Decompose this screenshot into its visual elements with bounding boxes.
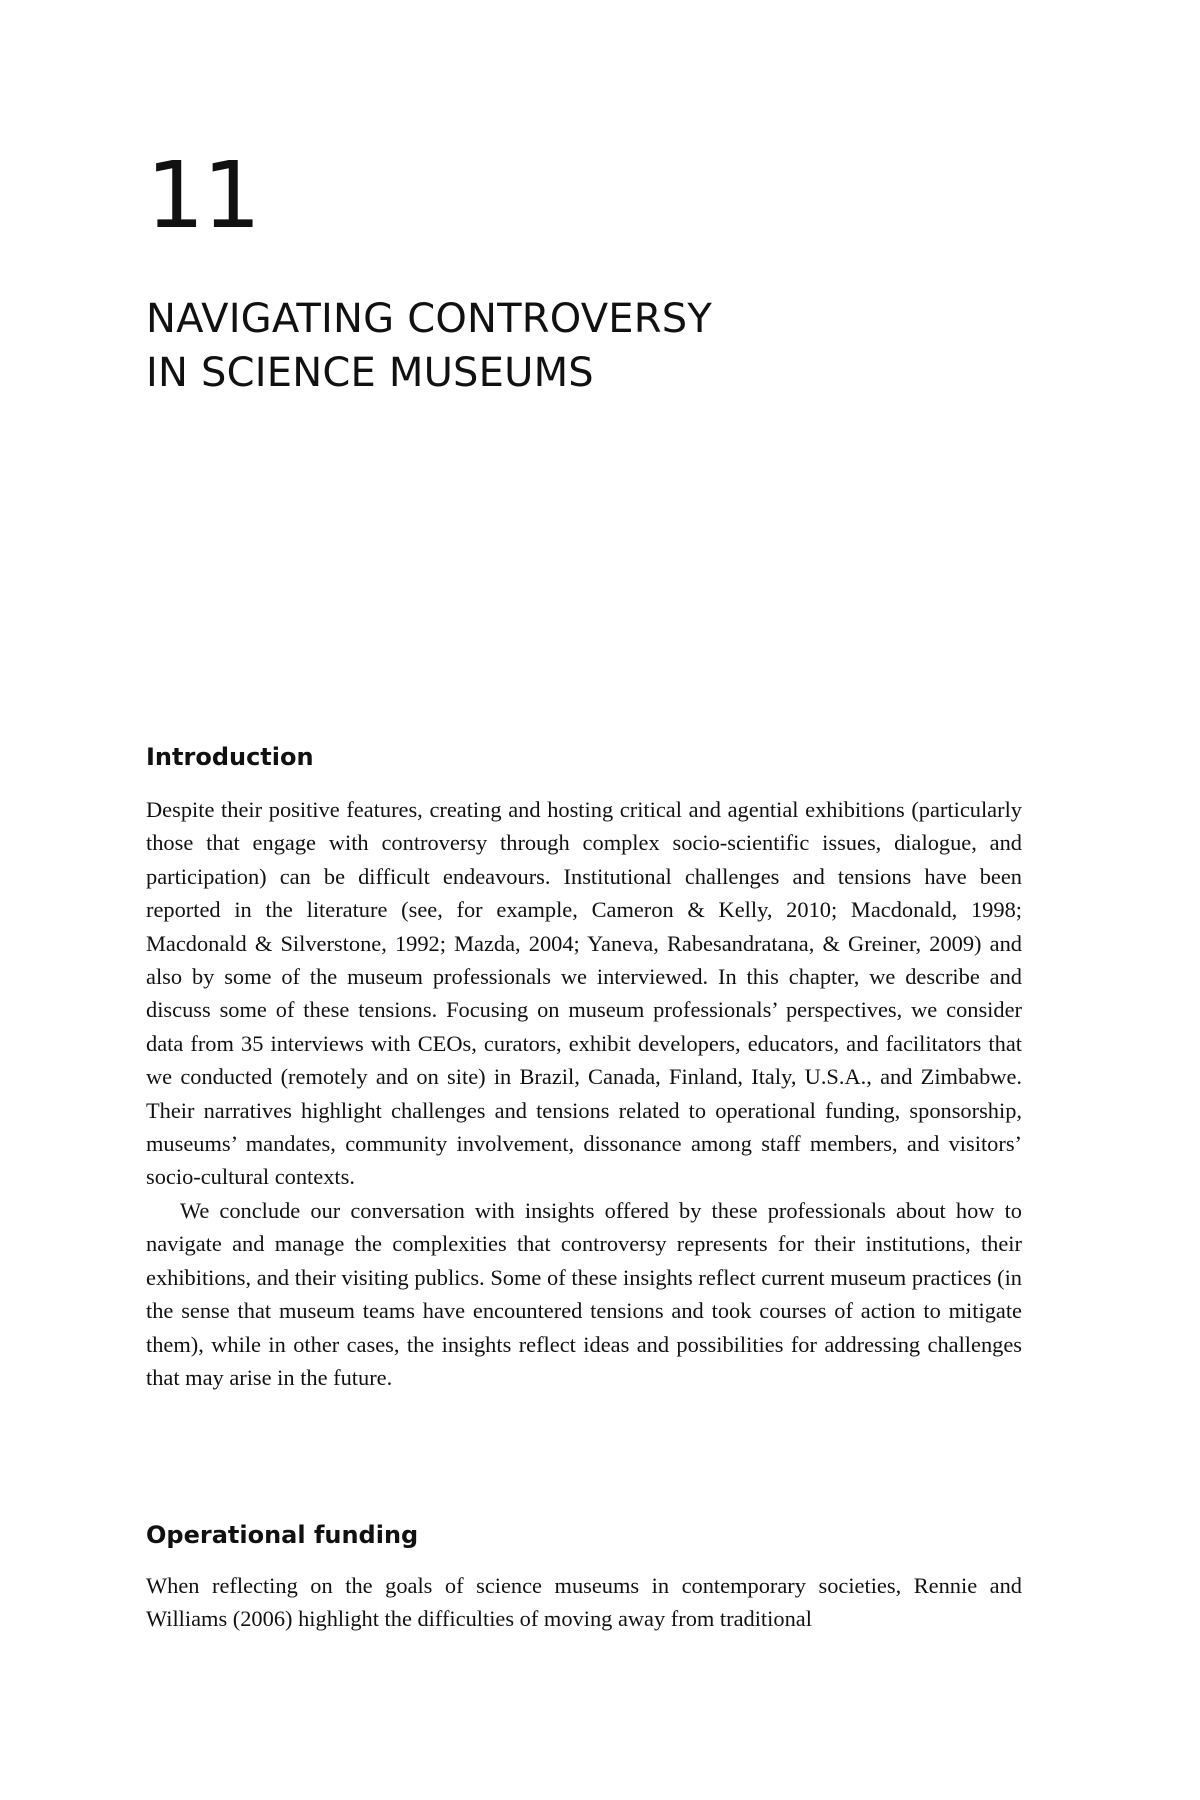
chapter-title [146, 292, 712, 400]
operational-funding-paragraph-1: When reflecting on the goals of science museums in contemporary societies, Rennie and Williams (2006) highlight the difficulties of moving away from traditional [146, 1573, 1022, 1632]
chapter-title-line-1: NAVIGATING CONTROVERSY [146, 296, 713, 342]
introduction-paragraph-1: Despite their positive features, creating and hosting critical and agential exhibitions (particularly those that engage with controversy through complex socio-scientific issues, dialogue, and participation) can be difficult endeavours. Institutional challenges and tensions have been reported in the literature (see, for example, Cameron & Kelly, 2010; Macdonald, 1998; Macdonald & Silverstone, 1992; Mazda, 2004; Yaneva, Rabesandratana, & Greiner, 2009) and also by some of the museum professionals we interviewed. In this chapter, we describe and discuss some of these tensions. Focusing on museum professionals’ perspectives, we consider data from 35 interviews with CEOs, curators, exhibit developers, educators, and facilitators that we conducted (remotely and on site) in Brazil, Canada, Finland, Italy, U.S.A., and Zimbabwe. Their narratives highlight challenges and tensions related to operational funding, sponsorship, museums’ mandates, community involvement, dissonance among staff members, and visitors’ socio-cultural contexts. [146, 797, 1022, 1190]
book-page [146, 0, 1022, 1800]
operational-funding-body [146, 1569, 1022, 1636]
chapter-title-line-2: IN SCIENCE MUSEUMS [146, 350, 594, 396]
operational-funding-heading: Operational funding [146, 1521, 419, 1549]
introduction-paragraph-2: We conclude our conversation with insights offered by these professionals about how to navigate and manage the complexities that controversy represents for their institutions, their exhibitions, and their visiting publics. Some of these insights reflect current museum practices (in the sense that museum teams have encountered tensions and took courses of action to mitigate them), while in other cases, the insights reflect ideas and possibilities for addressing challenges that may arise in the future. [146, 1197, 1022, 1390]
introduction-heading: Introduction [146, 743, 314, 771]
chapter-number: 11 [146, 142, 260, 249]
introduction-body [146, 793, 1022, 1394]
